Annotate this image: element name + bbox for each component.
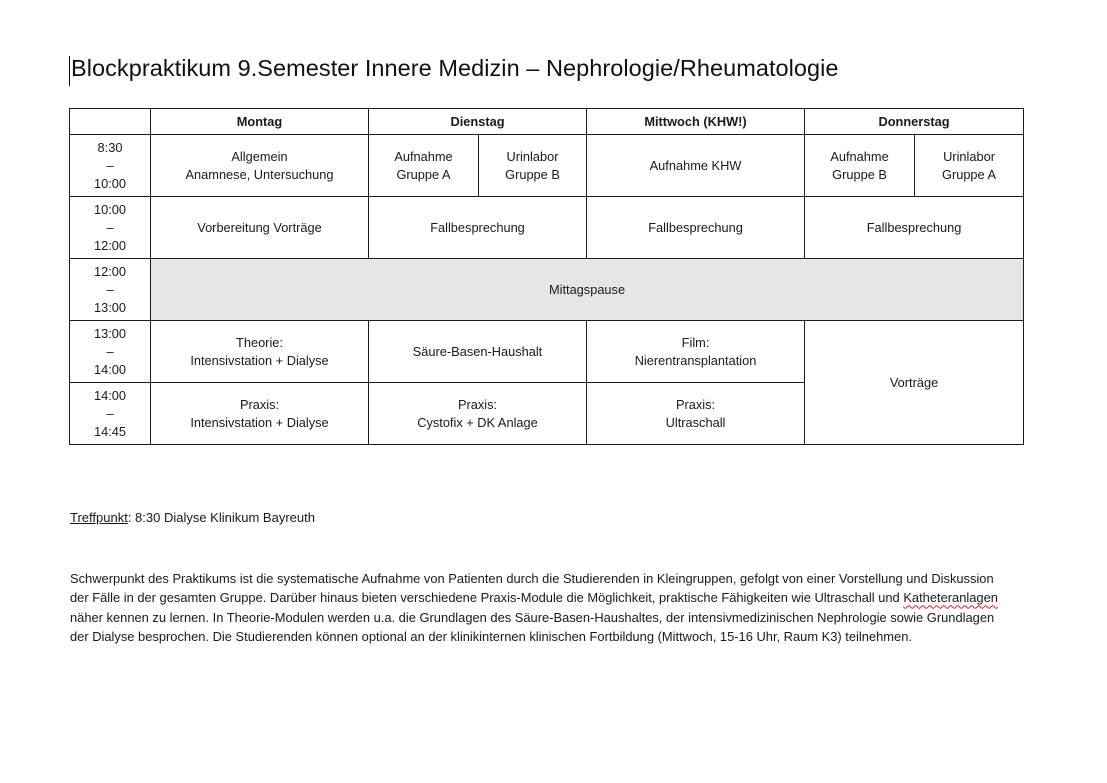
description-paragraph: Schwerpunkt des Praktikums ist die systematische Aufnahme von Patienten durch die Studierenden in Kleingruppen, gefolgt von einer Vorstellung und Diskussion der Fälle in der gesamten Gruppe. Darüber hinaus bieten verschiedene Praxis-Module die Möglichkeit, praktische Fähigkeiten wie Ultraschall und Katheteranlagen näher kennen zu lernen. In Theorie-Modulen werden u.a. die Grundlagen des Säure-Basen-Haushaltes, der intensivmedizinischen Nephrologie sowie Grundlagen der Dialyse besprochen. Die Studierenden können optional an der klinikinternen klinischen Fortbildung (Mittwoch, 15-16 Uhr, Raum K3) teilnehmen. [70, 571, 998, 644]
schedule-cell: Aufnahme KHW [587, 135, 805, 197]
table-row [70, 259, 1024, 321]
schedule-cell: Film: Nierentransplantation [587, 321, 805, 383]
schedule-cell: Säure-Basen-Haushalt [369, 321, 587, 383]
header-row [70, 109, 1024, 135]
time-slot: 14:00 – 14:45 [70, 383, 151, 445]
schedule-cell: Praxis: Cystofix + DK Anlage [369, 383, 587, 445]
schedule-cell: Urinlabor Gruppe A [915, 135, 1024, 197]
table-row [70, 197, 1024, 259]
table-row [70, 321, 1024, 383]
table-row [70, 135, 1024, 197]
text-cursor [69, 56, 70, 86]
day-header-dienstag: Dienstag [369, 109, 587, 135]
spellcheck-word: Katheteranlagen [903, 590, 998, 606]
schedule-cell: Fallbesprechung [587, 197, 805, 259]
schedule-cell: Aufnahme Gruppe A [369, 135, 479, 197]
schedule-cell: Urinlabor Gruppe B [479, 135, 587, 197]
schedule-cell: Allgemein Anamnese, Untersuchung [151, 135, 369, 197]
meeting-point [70, 510, 315, 525]
day-header-donnerstag: Donnerstag [805, 109, 1024, 135]
schedule-cell: Fallbesprechung [805, 197, 1024, 259]
meeting-point-text: : 8:30 Dialyse Klinikum Bayreuth [127, 510, 315, 525]
schedule-cell: Vorträge [805, 321, 1024, 445]
lunch-break-cell: Mittagspause [151, 259, 1024, 321]
schedule-table [69, 108, 1024, 445]
schedule-cell: Vorbereitung Vorträge [151, 197, 369, 259]
schedule-cell: Fallbesprechung [369, 197, 587, 259]
corner-cell [70, 109, 151, 135]
meeting-point-label: Treffpunkt [70, 510, 128, 525]
schedule-cell: Aufnahme Gruppe B [805, 135, 915, 197]
day-header-montag: Montag [151, 109, 369, 135]
day-header-mittwoch: Mittwoch (KHW!) [587, 109, 805, 135]
schedule-cell: Theorie: Intensivstation + Dialyse [151, 321, 369, 383]
time-slot: 8:30 – 10:00 [70, 135, 151, 197]
schedule-cell: Praxis: Intensivstation + Dialyse [151, 383, 369, 445]
time-slot: 10:00 – 12:00 [70, 197, 151, 259]
schedule-cell: Praxis: Ultraschall [587, 383, 805, 445]
document-title: Blockpraktikum 9.Semester Innere Medizin – Nephrologie/Rheumatologie [71, 55, 839, 81]
time-slot: 13:00 – 14:00 [70, 321, 151, 383]
time-slot: 12:00 – 13:00 [70, 259, 151, 321]
